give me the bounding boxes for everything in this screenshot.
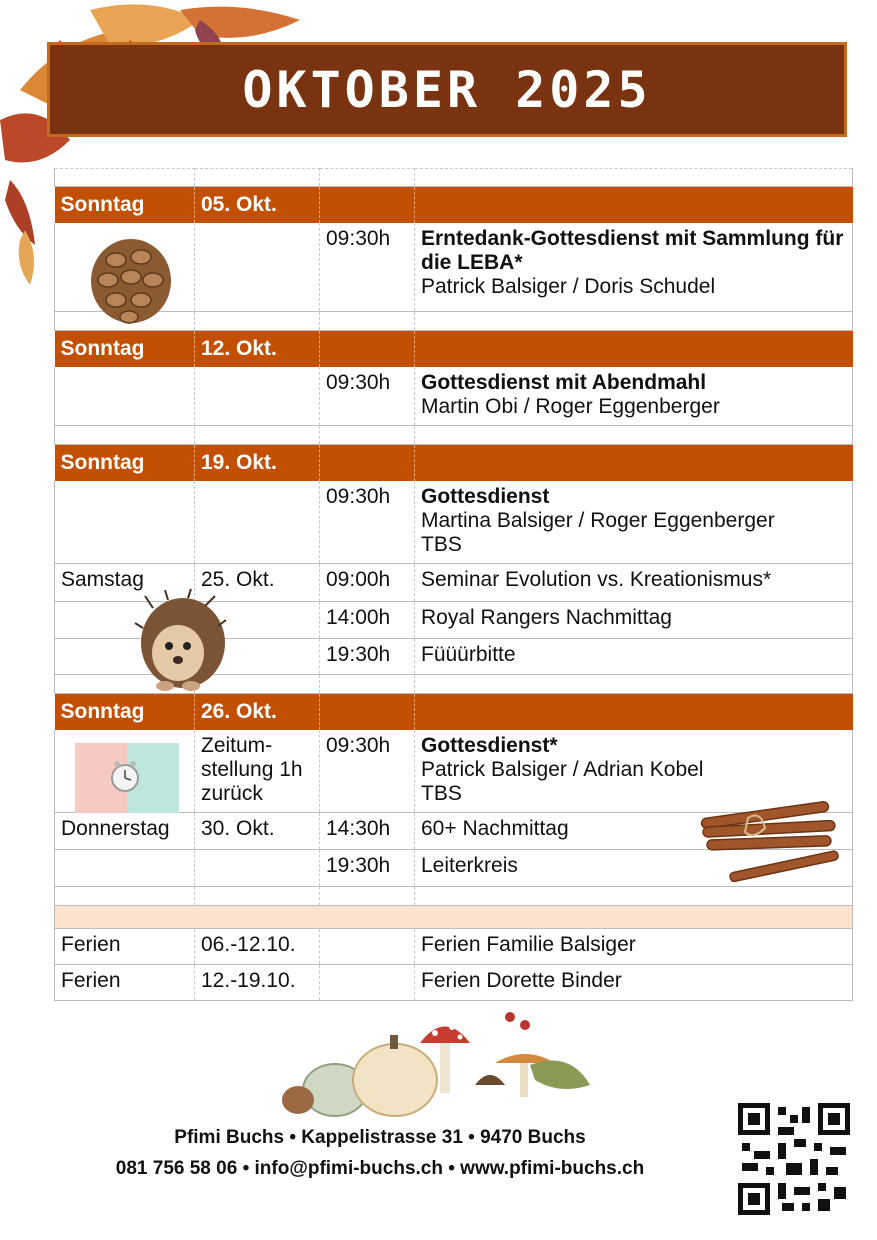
event-date <box>195 849 320 886</box>
holiday-description: Ferien Dorette Binder <box>415 964 853 1000</box>
separator-cell <box>195 905 320 928</box>
event-day <box>55 367 195 426</box>
event-time: 09:00h <box>320 563 415 601</box>
spacer-cell <box>195 311 320 330</box>
header-empty <box>415 330 853 367</box>
event-date <box>195 367 320 426</box>
holiday-row <box>55 964 853 1000</box>
header-day: Sonntag <box>55 693 195 730</box>
spacer-cell <box>320 169 415 187</box>
event-description <box>415 367 853 426</box>
spacer-row <box>55 886 853 905</box>
event-detail: Patrick Balsiger / Adrian Kobel <box>421 757 704 781</box>
header-empty <box>415 444 853 481</box>
event-date: Zeitum-stellung 1h zurück <box>195 730 320 813</box>
separator-cell <box>320 905 415 928</box>
event-day: Donnerstag <box>55 812 195 849</box>
header-empty <box>415 693 853 730</box>
event-row <box>55 481 853 564</box>
spacer-cell <box>415 425 853 444</box>
event-title: Gottesdienst <box>421 484 550 508</box>
spacer-row <box>55 169 853 187</box>
header-empty <box>320 693 415 730</box>
event-detail: Martina Balsiger / Roger Eggenberger <box>421 508 775 532</box>
header-day: Sonntag <box>55 187 195 224</box>
event-detail: Martin Obi / Roger Eggenberger <box>421 394 720 418</box>
event-date: 30. Okt. <box>195 812 320 849</box>
event-date <box>195 481 320 564</box>
event-row <box>55 367 853 426</box>
footer-contact: 081 756 58 06 • info@pfimi-buchs.ch • www.pfimi-buchs.ch <box>115 1158 645 1179</box>
header-empty <box>320 330 415 367</box>
event-title: Erntedank-Gottesdienst mit Sammlung für die LEBA* <box>421 227 844 274</box>
spacer-cell <box>415 886 853 905</box>
header-day: Sonntag <box>55 330 195 367</box>
event-date <box>195 223 320 311</box>
event-detail: Seminar Evolution vs. Kreationismus* <box>421 567 772 591</box>
week-header-row <box>55 187 853 224</box>
spacer-cell <box>320 425 415 444</box>
header-date: 05. Okt. <box>195 187 320 224</box>
event-detail: TBS <box>421 532 462 556</box>
separator-cell <box>415 905 853 928</box>
spacer-cell <box>55 169 195 187</box>
spacer-cell <box>55 886 195 905</box>
event-detail: Leiterkreis <box>421 853 518 877</box>
header-empty <box>415 187 853 224</box>
pumpkins-mushrooms-icon <box>280 1005 600 1120</box>
event-detail: Füüürbitte <box>421 642 516 666</box>
holiday-description: Ferien Familie Balsiger <box>415 928 853 964</box>
event-description <box>415 481 853 564</box>
holiday-label: Ferien <box>55 964 195 1000</box>
cinnamon-sticks-icon <box>693 790 843 885</box>
spacer-cell <box>415 169 853 187</box>
spacer-cell <box>195 886 320 905</box>
header-empty <box>320 444 415 481</box>
header-empty <box>320 187 415 224</box>
header-day: Sonntag <box>55 444 195 481</box>
spacer-cell <box>55 425 195 444</box>
event-time: 14:30h <box>320 812 415 849</box>
holiday-row <box>55 928 853 964</box>
spacer-cell <box>415 311 853 330</box>
event-description <box>415 223 853 311</box>
week-header-row <box>55 693 853 730</box>
separator-cell <box>55 905 195 928</box>
holiday-dates: 06.-12.10. <box>195 928 320 964</box>
holiday-empty <box>320 964 415 1000</box>
event-title: Gottesdienst* <box>421 733 558 757</box>
event-detail: Royal Rangers Nachmittag <box>421 605 672 629</box>
header-date: 12. Okt. <box>195 330 320 367</box>
qr-code-icon[interactable] <box>738 1103 850 1215</box>
alarm-clock-icon <box>75 743 179 813</box>
event-detail: Patrick Balsiger / Doris Schudel <box>421 275 716 298</box>
spacer-cell <box>320 674 415 693</box>
page-title: OKTOBER 2025 <box>242 60 652 119</box>
event-time: 19:30h <box>320 638 415 674</box>
header-date: 19. Okt. <box>195 444 320 481</box>
holiday-empty <box>320 928 415 964</box>
holiday-dates: 12.-19.10. <box>195 964 320 1000</box>
event-day <box>55 849 195 886</box>
title-banner <box>47 42 847 137</box>
header-date: 26. Okt. <box>195 693 320 730</box>
week-header-row <box>55 330 853 367</box>
footer-address: Pfimi Buchs • Kappelistrasse 31 • 9470 Buchs <box>174 1127 586 1148</box>
spacer-row <box>55 425 853 444</box>
event-description <box>415 638 853 674</box>
event-description <box>415 601 853 638</box>
spacer-cell <box>320 311 415 330</box>
event-detail: 60+ Nachmittag <box>421 816 569 840</box>
event-time: 09:30h <box>320 481 415 564</box>
spacer-cell <box>195 425 320 444</box>
spacer-cell <box>195 169 320 187</box>
hedgehog-icon <box>133 588 228 692</box>
pinecone-icon <box>86 235 176 327</box>
event-time: 14:00h <box>320 601 415 638</box>
event-day: Samstag <box>55 563 195 601</box>
event-date: 25. Okt. <box>195 563 320 601</box>
separator-row <box>55 905 853 928</box>
event-time: 19:30h <box>320 849 415 886</box>
event-day <box>55 481 195 564</box>
spacer-cell <box>320 886 415 905</box>
event-title: Gottesdienst mit Abendmahl <box>421 370 707 394</box>
event-detail: TBS <box>421 781 462 805</box>
event-time: 09:30h <box>320 730 415 813</box>
event-time: 09:30h <box>320 367 415 426</box>
holiday-label: Ferien <box>55 928 195 964</box>
spacer-cell <box>415 674 853 693</box>
week-header-row <box>55 444 853 481</box>
event-time: 09:30h <box>320 223 415 311</box>
event-description <box>415 563 853 601</box>
